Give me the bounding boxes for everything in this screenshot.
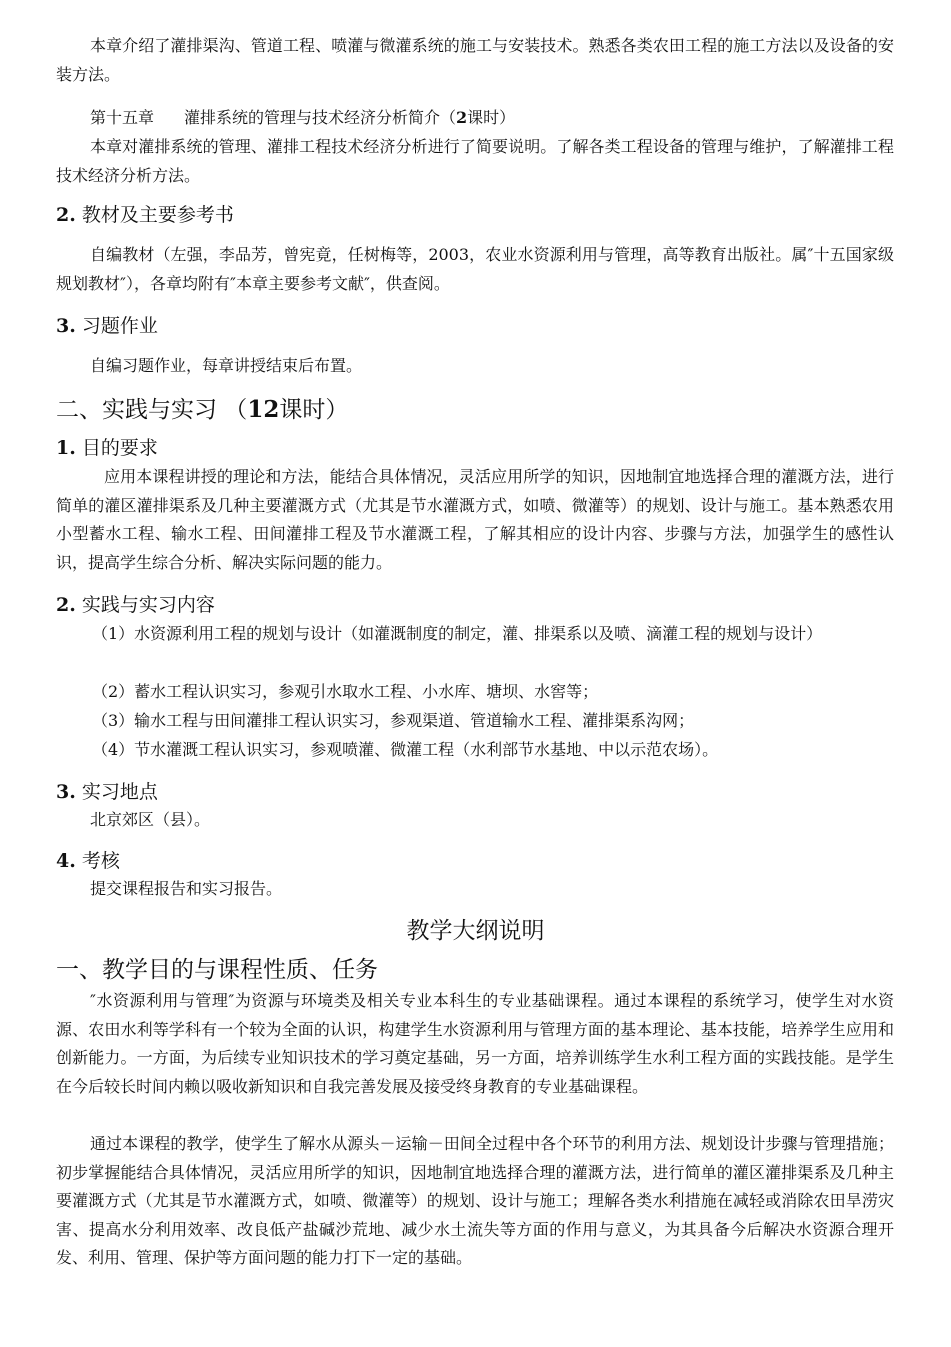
homework-heading: [56, 311, 894, 341]
location-number: 3.: [56, 781, 76, 803]
chapter-15-heading: [56, 104, 928, 133]
assessment-heading: [56, 846, 894, 876]
textbook-body: 自编教材（左强，李品芳，曾宪竟，任树梅等，2003，农业水资源利用与管理，高等教育出版社。属″十五国家级规划教材″），各章均附有″本章主要参考文献″，供查阅。: [56, 245, 894, 293]
chapter-15-number: 第十五章: [90, 108, 155, 127]
content-item-4: （4）节水灌溉工程认识实习，参观喷灌、微灌工程（水利部节水基地、中以示范农场）。: [92, 740, 719, 759]
outline-title: 教学大纲说明: [406, 918, 545, 944]
location-title: 实习地点: [81, 781, 158, 803]
textbook-title: 教材及主要参考书: [81, 204, 234, 226]
assessment-title: 考核: [81, 850, 120, 872]
chapter-15-title-prefix: 灌排系统的管理与技术经济分析简介（: [184, 108, 457, 127]
content-heading: [56, 590, 894, 620]
content-number: 2.: [56, 594, 76, 616]
practice-heading: [56, 393, 894, 427]
chapter-15-hours: 2: [456, 108, 468, 127]
content-item-2: （2）蓄水工程认识实习，参观引水取水工程、小水库、塘坝、水窖等；: [92, 682, 599, 701]
chapter-14-summary: 本章介绍了灌排渠沟、管道工程、喷灌与微灌系统的施工与安装技术。熟悉各类农田工程的施工方法以及设备的安装方法。: [56, 36, 894, 84]
practice-hours: 12: [247, 396, 280, 423]
content-item-3: （3）输水工程与田间灌排工程认识实习，参观渠道、管道输水工程、灌排渠系沟网；: [92, 711, 695, 730]
goal-heading: [56, 433, 894, 463]
textbook-number: 2.: [56, 204, 76, 226]
practice-title-suffix: 课时）: [279, 397, 349, 423]
goal-title: 目的要求: [81, 437, 158, 459]
location-body: 北京郊区（县）。: [90, 810, 211, 829]
content-title: 实践与实习内容: [81, 594, 215, 616]
chapter-15-title-suffix: 课时）: [467, 108, 516, 127]
textbook-heading: [56, 200, 894, 230]
homework-number: 3.: [56, 315, 76, 337]
goal-number: 1.: [56, 437, 76, 459]
chapter-15-summary: 本章对灌排系统的管理、灌排工程技术经济分析进行了简要说明。了解各类工程设备的管理与维护，了解灌排工程技术经济分析方法。: [56, 137, 894, 185]
content-item-1: （1）水资源利用工程的规划与设计（如灌溉制度的制定，灌、排渠系以及喷、滴灌工程的规划与设计）: [92, 624, 823, 643]
homework-title: 习题作业: [81, 315, 158, 337]
section-1-title: 一、教学目的与课程性质、任务: [56, 957, 378, 983]
outline-paragraph-1: ″水资源利用与管理″为资源与环境类及相关专业本科生的专业基础课程。通过本课程的系统学习，使学生对水资源、农田水利等学科有一个较为全面的认识，构建学生水资源利用与管理方面的基本理论、基本技能，培养学生应用和创新能力。一方面，为后续专业知识技术的学习奠定基础，另一方面，培养训练学生水利工程方面的实践技能。是学生在今后较长时间内赖以吸收新知识和自我完善发展及接受终身教育的专业基础课程。: [56, 991, 894, 1096]
homework-body: 自编习题作业，每章讲授结束后布置。: [90, 356, 363, 375]
outline-paragraph-2: 通过本课程的教学，使学生了解水从源头－运输－田间全过程中各个环节的利用方法、规划设计步骤与管理措施；初步掌握能结合具体情况，灵活应用所学的知识，因地制宜地选择合理的灌溉方法，进行简单的灌区灌排渠系及几种主要灌溉方式（尤其是节水灌溉方式，如喷、微灌等）的规划、设计与施工；理解各类水利措施在减轻或消除农田旱涝灾害、提高水分利用效率、改良低产盐碱沙荒地、减少水土流失等方面的作用与意义，为其具备今后解决水资源合理开发、利用、管理、保护等方面问题的能力打下一定的基础。: [56, 1134, 894, 1267]
assessment-body: 提交课程报告和实习报告。: [90, 879, 283, 898]
assessment-number: 4.: [56, 850, 76, 872]
goal-body: 应用本课程讲授的理论和方法，能结合具体情况，灵活应用所学的知识，因地制宜地选择合理的灌溉方法，进行简单的灌区灌排渠系及几种主要灌溉方式（尤其是节水灌溉方式，如喷、微灌等）的规划、设计与施工。基本熟悉农用小型蓄水工程、输水工程、田间灌排工程及节水灌溉工程，了解其相应的设计内容、步骤与方法，加强学生的感性认识，提高学生综合分析、解决实际问题的能力。: [56, 467, 894, 572]
practice-title-prefix: 二、实践与实习 （: [56, 397, 248, 423]
location-heading: [56, 777, 894, 807]
